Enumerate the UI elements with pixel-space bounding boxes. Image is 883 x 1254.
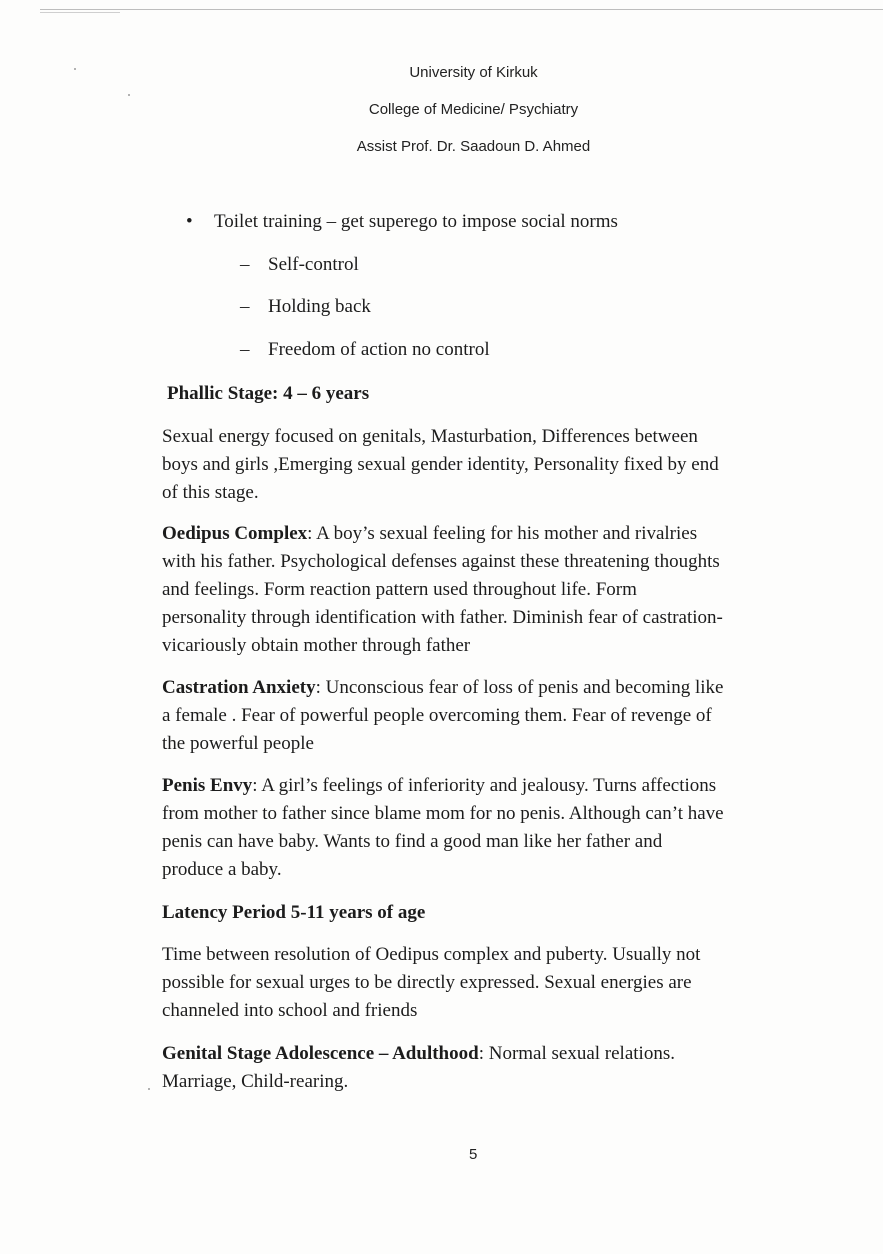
text-fragment: : Normal sexual relations.	[478, 1043, 675, 1064]
text-line	[162, 772, 802, 800]
genital-stage-paragraph	[162, 1040, 802, 1096]
text-line: boys and girls ,Emerging sexual gender identity, Personality fixed by end	[162, 454, 719, 475]
phallic-stage-heading: Phallic Stage: 4 – 6 years	[167, 383, 370, 404]
text-fragment: : A girl’s feelings of inferiority and jealousy. Turns affections	[252, 775, 717, 796]
text-line: personality through identification with father. Diminish fear of castration-	[162, 607, 723, 628]
castration-paragraph	[162, 674, 802, 758]
header-college: College of Medicine/ Psychiatry	[368, 101, 579, 118]
oedipus-paragraph	[162, 520, 802, 660]
text-fragment: : A boy’s sexual feeling for his mother and rivalries	[307, 523, 698, 544]
scan-speck	[148, 1088, 150, 1090]
sub-item-text: Self-control	[268, 254, 359, 275]
sub-item-text: Freedom of action no control	[268, 339, 490, 360]
sub-item-text: Holding back	[268, 296, 371, 317]
text-line: Time between resolution of Oedipus complex and puberty. Usually not	[162, 944, 701, 965]
scan-speck	[128, 94, 130, 96]
sub-item	[240, 296, 371, 318]
text-line: of this stage.	[162, 482, 259, 503]
text-line: produce a baby.	[162, 859, 282, 880]
dash-icon: –	[240, 296, 250, 317]
text-line	[162, 1040, 802, 1068]
genital-term: Genital Stage Adolescence – Adulthood	[162, 1043, 479, 1064]
header-university: University of Kirkuk	[409, 64, 538, 81]
penis-envy-paragraph	[162, 772, 802, 884]
header-author: Assist Prof. Dr. Saadoun D. Ahmed	[356, 138, 591, 155]
oedipus-term: Oedipus Complex	[162, 523, 308, 544]
text-line: a female . Fear of powerful people overcoming them. Fear of revenge of	[162, 705, 712, 726]
text-line: from mother to father since blame mom for no penis. Although can’t have	[162, 803, 724, 824]
phallic-description	[162, 423, 802, 507]
text-line: penis can have baby. Wants to find a good man like her father and	[162, 831, 663, 852]
latency-period-heading: Latency Period 5-11 years of age	[162, 902, 426, 923]
scan-edge-line	[40, 9, 883, 10]
latency-description	[162, 941, 802, 1025]
text-line: with his father. Psychological defenses against these threatening thoughts	[162, 551, 720, 572]
dash-icon: –	[240, 254, 250, 275]
text-line: possible for sexual urges to be directly expressed. Sexual energies are	[162, 972, 692, 993]
bullet-icon: •	[186, 211, 193, 232]
text-line	[162, 674, 802, 702]
dash-icon: –	[240, 339, 250, 360]
text-line: Marriage, Child-rearing.	[162, 1071, 349, 1092]
sub-item	[240, 254, 359, 276]
text-fragment: : Unconscious fear of loss of penis and becoming like	[315, 677, 724, 698]
scan-edge-line-short	[40, 12, 120, 13]
castration-term: Castration Anxiety	[162, 677, 316, 698]
penis-envy-term: Penis Envy	[162, 775, 253, 796]
text-line	[162, 520, 802, 548]
text-line: channeled into school and friends	[162, 1000, 418, 1021]
page-number: 5	[469, 1146, 478, 1163]
text-line: and feelings. Form reaction pattern used throughout life. Form	[162, 579, 637, 600]
text-line: the powerful people	[162, 733, 314, 754]
toilet-training-bullet	[186, 211, 618, 233]
toilet-training-text: Toilet training – get superego to impose social norms	[214, 211, 618, 232]
text-line: vicariously obtain mother through father	[162, 635, 471, 656]
text-line: Sexual energy focused on genitals, Masturbation, Differences between	[162, 426, 698, 447]
sub-item	[240, 339, 490, 361]
